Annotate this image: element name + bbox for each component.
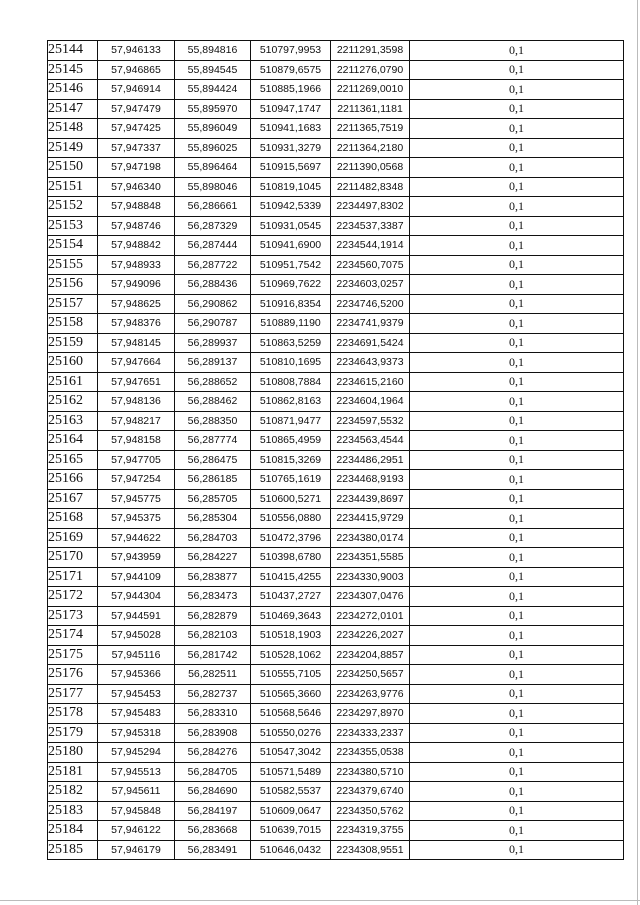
x-coordinate-cell: 510528,1062 — [251, 645, 331, 665]
x-coordinate-cell: 510639,7015 — [251, 821, 331, 841]
longitude-cell: 56,287774 — [175, 431, 251, 451]
y-coordinate-cell: 2234379,6740 — [331, 782, 410, 802]
accuracy-cell: 0,1 — [410, 138, 624, 158]
accuracy-cell: 0,1 — [410, 431, 624, 451]
y-coordinate-cell: 2234563,4544 — [331, 431, 410, 451]
y-coordinate-cell: 2234497,8302 — [331, 197, 410, 217]
x-coordinate-cell: 510815,3269 — [251, 450, 331, 470]
accuracy-cell: 0,1 — [410, 626, 624, 646]
y-coordinate-cell: 2211276,0790 — [331, 60, 410, 80]
y-coordinate-cell: 2234439,8697 — [331, 489, 410, 509]
point-number-cell: 25174 — [48, 626, 98, 646]
point-number-cell: 25170 — [48, 548, 98, 568]
longitude-cell: 56,287722 — [175, 255, 251, 275]
accuracy-cell: 0,1 — [410, 723, 624, 743]
latitude-cell: 57,947651 — [98, 372, 175, 392]
point-number-cell: 25185 — [48, 840, 98, 860]
y-coordinate-cell: 2234351,5585 — [331, 548, 410, 568]
table-row — [48, 684, 624, 704]
y-coordinate-cell: 2234643,9373 — [331, 353, 410, 373]
accuracy-cell: 0,1 — [410, 782, 624, 802]
latitude-cell: 57,948145 — [98, 333, 175, 353]
table-row — [48, 392, 624, 412]
longitude-cell: 56,283877 — [175, 567, 251, 587]
y-coordinate-cell: 2234330,9003 — [331, 567, 410, 587]
longitude-cell: 56,288652 — [175, 372, 251, 392]
x-coordinate-cell: 510547,3042 — [251, 743, 331, 763]
table-row — [48, 587, 624, 607]
table-row — [48, 294, 624, 314]
x-coordinate-cell: 510437,2727 — [251, 587, 331, 607]
longitude-cell: 56,283473 — [175, 587, 251, 607]
accuracy-cell: 0,1 — [410, 587, 624, 607]
coordinates-table — [47, 40, 624, 860]
x-coordinate-cell: 510879,6575 — [251, 60, 331, 80]
table-row — [48, 431, 624, 451]
accuracy-cell: 0,1 — [410, 314, 624, 334]
y-coordinate-cell: 2234333,2337 — [331, 723, 410, 743]
y-coordinate-cell: 2234226,2027 — [331, 626, 410, 646]
latitude-cell: 57,945318 — [98, 723, 175, 743]
latitude-cell: 57,946865 — [98, 60, 175, 80]
x-coordinate-cell: 510915,5697 — [251, 158, 331, 178]
accuracy-cell: 0,1 — [410, 60, 624, 80]
longitude-cell: 55,894424 — [175, 80, 251, 100]
table-row — [48, 626, 624, 646]
table-row — [48, 353, 624, 373]
table-row — [48, 548, 624, 568]
latitude-cell: 57,948933 — [98, 255, 175, 275]
point-number-cell: 25169 — [48, 528, 98, 548]
table-row — [48, 41, 624, 61]
latitude-cell: 57,946133 — [98, 41, 175, 61]
latitude-cell: 57,945775 — [98, 489, 175, 509]
accuracy-cell: 0,1 — [410, 548, 624, 568]
longitude-cell: 56,285705 — [175, 489, 251, 509]
x-coordinate-cell: 510863,5259 — [251, 333, 331, 353]
accuracy-cell: 0,1 — [410, 450, 624, 470]
latitude-cell: 57,948746 — [98, 216, 175, 236]
x-coordinate-cell: 510819,1045 — [251, 177, 331, 197]
point-number-cell: 25172 — [48, 587, 98, 607]
accuracy-cell: 0,1 — [410, 489, 624, 509]
x-coordinate-cell: 510556,0880 — [251, 509, 331, 529]
table-row — [48, 723, 624, 743]
latitude-cell: 57,948136 — [98, 392, 175, 412]
longitude-cell: 56,287329 — [175, 216, 251, 236]
accuracy-cell: 0,1 — [410, 80, 624, 100]
x-coordinate-cell: 510609,0647 — [251, 801, 331, 821]
accuracy-cell: 0,1 — [410, 704, 624, 724]
latitude-cell: 57,945611 — [98, 782, 175, 802]
x-coordinate-cell: 510941,1683 — [251, 119, 331, 139]
point-number-cell: 25161 — [48, 372, 98, 392]
point-number-cell: 25150 — [48, 158, 98, 178]
point-number-cell: 25180 — [48, 743, 98, 763]
accuracy-cell: 0,1 — [410, 353, 624, 373]
latitude-cell: 57,944622 — [98, 528, 175, 548]
longitude-cell: 55,896049 — [175, 119, 251, 139]
y-coordinate-cell: 2211365,7519 — [331, 119, 410, 139]
y-coordinate-cell: 2234297,8970 — [331, 704, 410, 724]
x-coordinate-cell: 510810,1695 — [251, 353, 331, 373]
x-coordinate-cell: 510931,3279 — [251, 138, 331, 158]
table-row — [48, 470, 624, 490]
y-coordinate-cell: 2234560,7075 — [331, 255, 410, 275]
accuracy-cell: 0,1 — [410, 372, 624, 392]
longitude-cell: 56,284227 — [175, 548, 251, 568]
x-coordinate-cell: 510568,5646 — [251, 704, 331, 724]
latitude-cell: 57,946122 — [98, 821, 175, 841]
y-coordinate-cell: 2234263,9776 — [331, 684, 410, 704]
longitude-cell: 56,290787 — [175, 314, 251, 334]
point-number-cell: 25154 — [48, 236, 98, 256]
y-coordinate-cell: 2234307,0476 — [331, 587, 410, 607]
x-coordinate-cell: 510469,3643 — [251, 606, 331, 626]
point-number-cell: 25155 — [48, 255, 98, 275]
x-coordinate-cell: 510565,3660 — [251, 684, 331, 704]
accuracy-cell: 0,1 — [410, 470, 624, 490]
table-row — [48, 801, 624, 821]
longitude-cell: 56,288436 — [175, 275, 251, 295]
y-coordinate-cell: 2234380,0174 — [331, 528, 410, 548]
point-number-cell: 25183 — [48, 801, 98, 821]
x-coordinate-cell: 510582,5537 — [251, 782, 331, 802]
x-coordinate-cell: 510931,0545 — [251, 216, 331, 236]
accuracy-cell: 0,1 — [410, 567, 624, 587]
point-number-cell: 25184 — [48, 821, 98, 841]
x-coordinate-cell: 510885,1966 — [251, 80, 331, 100]
accuracy-cell: 0,1 — [410, 411, 624, 431]
latitude-cell: 57,947337 — [98, 138, 175, 158]
longitude-cell: 56,286185 — [175, 470, 251, 490]
x-coordinate-cell: 510947,1747 — [251, 99, 331, 119]
x-coordinate-cell: 510865,4959 — [251, 431, 331, 451]
longitude-cell: 56,284276 — [175, 743, 251, 763]
latitude-cell: 57,946340 — [98, 177, 175, 197]
y-coordinate-cell: 2234741,9379 — [331, 314, 410, 334]
point-number-cell: 25158 — [48, 314, 98, 334]
point-number-cell: 25157 — [48, 294, 98, 314]
point-number-cell: 25159 — [48, 333, 98, 353]
point-number-cell: 25173 — [48, 606, 98, 626]
latitude-cell: 57,946179 — [98, 840, 175, 860]
accuracy-cell: 0,1 — [410, 255, 624, 275]
x-coordinate-cell: 510889,1190 — [251, 314, 331, 334]
latitude-cell: 57,948842 — [98, 236, 175, 256]
y-coordinate-cell: 2234486,2951 — [331, 450, 410, 470]
point-number-cell: 25162 — [48, 392, 98, 412]
y-coordinate-cell: 2234204,8857 — [331, 645, 410, 665]
longitude-cell: 56,282103 — [175, 626, 251, 646]
latitude-cell: 57,949096 — [98, 275, 175, 295]
longitude-cell: 55,895970 — [175, 99, 251, 119]
longitude-cell: 56,283310 — [175, 704, 251, 724]
point-number-cell: 25148 — [48, 119, 98, 139]
table-row — [48, 762, 624, 782]
table-row — [48, 138, 624, 158]
latitude-cell: 57,945513 — [98, 762, 175, 782]
table-row — [48, 782, 624, 802]
table-row — [48, 314, 624, 334]
y-coordinate-cell: 2234319,3755 — [331, 821, 410, 841]
point-number-cell: 25179 — [48, 723, 98, 743]
table-row — [48, 99, 624, 119]
longitude-cell: 56,283491 — [175, 840, 251, 860]
longitude-cell: 55,894816 — [175, 41, 251, 61]
accuracy-cell: 0,1 — [410, 762, 624, 782]
longitude-cell: 56,290862 — [175, 294, 251, 314]
y-coordinate-cell: 2234350,5762 — [331, 801, 410, 821]
table-body — [48, 41, 624, 860]
point-number-cell: 25167 — [48, 489, 98, 509]
table-row — [48, 665, 624, 685]
accuracy-cell: 0,1 — [410, 528, 624, 548]
point-number-cell: 25171 — [48, 567, 98, 587]
table-row — [48, 275, 624, 295]
table-row — [48, 528, 624, 548]
accuracy-cell: 0,1 — [410, 294, 624, 314]
accuracy-cell: 0,1 — [410, 509, 624, 529]
table-row — [48, 60, 624, 80]
accuracy-cell: 0,1 — [410, 177, 624, 197]
y-coordinate-cell: 2234604,1964 — [331, 392, 410, 412]
y-coordinate-cell: 2211269,0010 — [331, 80, 410, 100]
latitude-cell: 57,945375 — [98, 509, 175, 529]
y-coordinate-cell: 2211361,1181 — [331, 99, 410, 119]
y-coordinate-cell: 2234597,5532 — [331, 411, 410, 431]
y-coordinate-cell: 2234272,0101 — [331, 606, 410, 626]
x-coordinate-cell: 510797,9953 — [251, 41, 331, 61]
x-coordinate-cell: 510765,1619 — [251, 470, 331, 490]
y-coordinate-cell: 2234691,5424 — [331, 333, 410, 353]
latitude-cell: 57,947198 — [98, 158, 175, 178]
x-coordinate-cell: 510472,3796 — [251, 528, 331, 548]
latitude-cell: 57,945116 — [98, 645, 175, 665]
point-number-cell: 25182 — [48, 782, 98, 802]
longitude-cell: 56,288462 — [175, 392, 251, 412]
longitude-cell: 56,284690 — [175, 782, 251, 802]
point-number-cell: 25145 — [48, 60, 98, 80]
point-number-cell: 25178 — [48, 704, 98, 724]
table-row — [48, 606, 624, 626]
accuracy-cell: 0,1 — [410, 41, 624, 61]
table-row — [48, 216, 624, 236]
y-coordinate-cell: 2234537,3387 — [331, 216, 410, 236]
accuracy-cell: 0,1 — [410, 197, 624, 217]
latitude-cell: 57,945028 — [98, 626, 175, 646]
latitude-cell: 57,945453 — [98, 684, 175, 704]
latitude-cell: 57,945294 — [98, 743, 175, 763]
point-number-cell: 25165 — [48, 450, 98, 470]
accuracy-cell: 0,1 — [410, 821, 624, 841]
latitude-cell: 57,945848 — [98, 801, 175, 821]
table-row — [48, 197, 624, 217]
x-coordinate-cell: 510571,5489 — [251, 762, 331, 782]
accuracy-cell: 0,1 — [410, 99, 624, 119]
accuracy-cell: 0,1 — [410, 665, 624, 685]
table-row — [48, 704, 624, 724]
longitude-cell: 56,284703 — [175, 528, 251, 548]
latitude-cell: 57,943959 — [98, 548, 175, 568]
table-row — [48, 236, 624, 256]
longitude-cell: 56,284197 — [175, 801, 251, 821]
latitude-cell: 57,948848 — [98, 197, 175, 217]
accuracy-cell: 0,1 — [410, 119, 624, 139]
longitude-cell: 56,283668 — [175, 821, 251, 841]
latitude-cell: 57,944109 — [98, 567, 175, 587]
table-row — [48, 372, 624, 392]
y-coordinate-cell: 2211482,8348 — [331, 177, 410, 197]
accuracy-cell: 0,1 — [410, 840, 624, 860]
table-row — [48, 489, 624, 509]
longitude-cell: 56,286661 — [175, 197, 251, 217]
latitude-cell: 57,948376 — [98, 314, 175, 334]
y-coordinate-cell: 2234355,0538 — [331, 743, 410, 763]
latitude-cell: 57,948158 — [98, 431, 175, 451]
point-number-cell: 25177 — [48, 684, 98, 704]
accuracy-cell: 0,1 — [410, 236, 624, 256]
y-coordinate-cell: 2234250,5657 — [331, 665, 410, 685]
table-row — [48, 450, 624, 470]
longitude-cell: 55,896025 — [175, 138, 251, 158]
point-number-cell: 25156 — [48, 275, 98, 295]
y-coordinate-cell: 2234615,2160 — [331, 372, 410, 392]
table-row — [48, 840, 624, 860]
latitude-cell: 57,948625 — [98, 294, 175, 314]
latitude-cell: 57,947479 — [98, 99, 175, 119]
point-number-cell: 25149 — [48, 138, 98, 158]
longitude-cell: 56,285304 — [175, 509, 251, 529]
longitude-cell: 56,286475 — [175, 450, 251, 470]
table-row — [48, 255, 624, 275]
x-coordinate-cell: 510415,4255 — [251, 567, 331, 587]
table-row — [48, 743, 624, 763]
point-number-cell: 25160 — [48, 353, 98, 373]
page-right-edge — [637, 0, 638, 905]
longitude-cell: 55,894545 — [175, 60, 251, 80]
point-number-cell: 25175 — [48, 645, 98, 665]
point-number-cell: 25147 — [48, 99, 98, 119]
y-coordinate-cell: 2234468,9193 — [331, 470, 410, 490]
point-number-cell: 25181 — [48, 762, 98, 782]
table-row — [48, 333, 624, 353]
point-number-cell: 25164 — [48, 431, 98, 451]
longitude-cell: 56,282879 — [175, 606, 251, 626]
latitude-cell: 57,947705 — [98, 450, 175, 470]
longitude-cell: 55,898046 — [175, 177, 251, 197]
latitude-cell: 57,945483 — [98, 704, 175, 724]
x-coordinate-cell: 510916,8354 — [251, 294, 331, 314]
point-number-cell: 25151 — [48, 177, 98, 197]
x-coordinate-cell: 510871,9477 — [251, 411, 331, 431]
table-row — [48, 411, 624, 431]
accuracy-cell: 0,1 — [410, 275, 624, 295]
latitude-cell: 57,944304 — [98, 587, 175, 607]
accuracy-cell: 0,1 — [410, 801, 624, 821]
accuracy-cell: 0,1 — [410, 645, 624, 665]
longitude-cell: 56,284705 — [175, 762, 251, 782]
point-number-cell: 25168 — [48, 509, 98, 529]
page-bottom-edge — [0, 900, 640, 901]
table-row — [48, 645, 624, 665]
y-coordinate-cell: 2234544,1914 — [331, 236, 410, 256]
y-coordinate-cell: 2234308,9551 — [331, 840, 410, 860]
point-number-cell: 25144 — [48, 41, 98, 61]
latitude-cell: 57,947664 — [98, 353, 175, 373]
y-coordinate-cell: 2211364,2180 — [331, 138, 410, 158]
x-coordinate-cell: 510951,7542 — [251, 255, 331, 275]
y-coordinate-cell: 2234603,0257 — [331, 275, 410, 295]
table-row — [48, 119, 624, 139]
x-coordinate-cell: 510808,7884 — [251, 372, 331, 392]
accuracy-cell: 0,1 — [410, 333, 624, 353]
point-number-cell: 25163 — [48, 411, 98, 431]
accuracy-cell: 0,1 — [410, 216, 624, 236]
y-coordinate-cell: 2211291,3598 — [331, 41, 410, 61]
y-coordinate-cell: 2211390,0568 — [331, 158, 410, 178]
table-row — [48, 80, 624, 100]
y-coordinate-cell: 2234380,5710 — [331, 762, 410, 782]
latitude-cell: 57,947425 — [98, 119, 175, 139]
x-coordinate-cell: 510600,5271 — [251, 489, 331, 509]
longitude-cell: 56,282737 — [175, 684, 251, 704]
y-coordinate-cell: 2234415,9729 — [331, 509, 410, 529]
latitude-cell: 57,947254 — [98, 470, 175, 490]
x-coordinate-cell: 510550,0276 — [251, 723, 331, 743]
x-coordinate-cell: 510398,6780 — [251, 548, 331, 568]
accuracy-cell: 0,1 — [410, 743, 624, 763]
table-row — [48, 821, 624, 841]
accuracy-cell: 0,1 — [410, 606, 624, 626]
table-row — [48, 567, 624, 587]
longitude-cell: 56,283908 — [175, 723, 251, 743]
longitude-cell: 55,896464 — [175, 158, 251, 178]
accuracy-cell: 0,1 — [410, 684, 624, 704]
accuracy-cell: 0,1 — [410, 392, 624, 412]
x-coordinate-cell: 510941,6900 — [251, 236, 331, 256]
latitude-cell: 57,945366 — [98, 665, 175, 685]
point-number-cell: 25176 — [48, 665, 98, 685]
x-coordinate-cell: 510969,7622 — [251, 275, 331, 295]
x-coordinate-cell: 510555,7105 — [251, 665, 331, 685]
point-number-cell: 25152 — [48, 197, 98, 217]
longitude-cell: 56,282511 — [175, 665, 251, 685]
table-row — [48, 177, 624, 197]
x-coordinate-cell: 510646,0432 — [251, 840, 331, 860]
longitude-cell: 56,288350 — [175, 411, 251, 431]
latitude-cell: 57,944591 — [98, 606, 175, 626]
longitude-cell: 56,289937 — [175, 333, 251, 353]
y-coordinate-cell: 2234746,5200 — [331, 294, 410, 314]
table-row — [48, 158, 624, 178]
point-number-cell: 25153 — [48, 216, 98, 236]
x-coordinate-cell: 510862,8163 — [251, 392, 331, 412]
table-row — [48, 509, 624, 529]
latitude-cell: 57,946914 — [98, 80, 175, 100]
longitude-cell: 56,281742 — [175, 645, 251, 665]
x-coordinate-cell: 510518,1903 — [251, 626, 331, 646]
point-number-cell: 25146 — [48, 80, 98, 100]
accuracy-cell: 0,1 — [410, 158, 624, 178]
longitude-cell: 56,289137 — [175, 353, 251, 373]
latitude-cell: 57,948217 — [98, 411, 175, 431]
longitude-cell: 56,287444 — [175, 236, 251, 256]
point-number-cell: 25166 — [48, 470, 98, 490]
x-coordinate-cell: 510942,5339 — [251, 197, 331, 217]
